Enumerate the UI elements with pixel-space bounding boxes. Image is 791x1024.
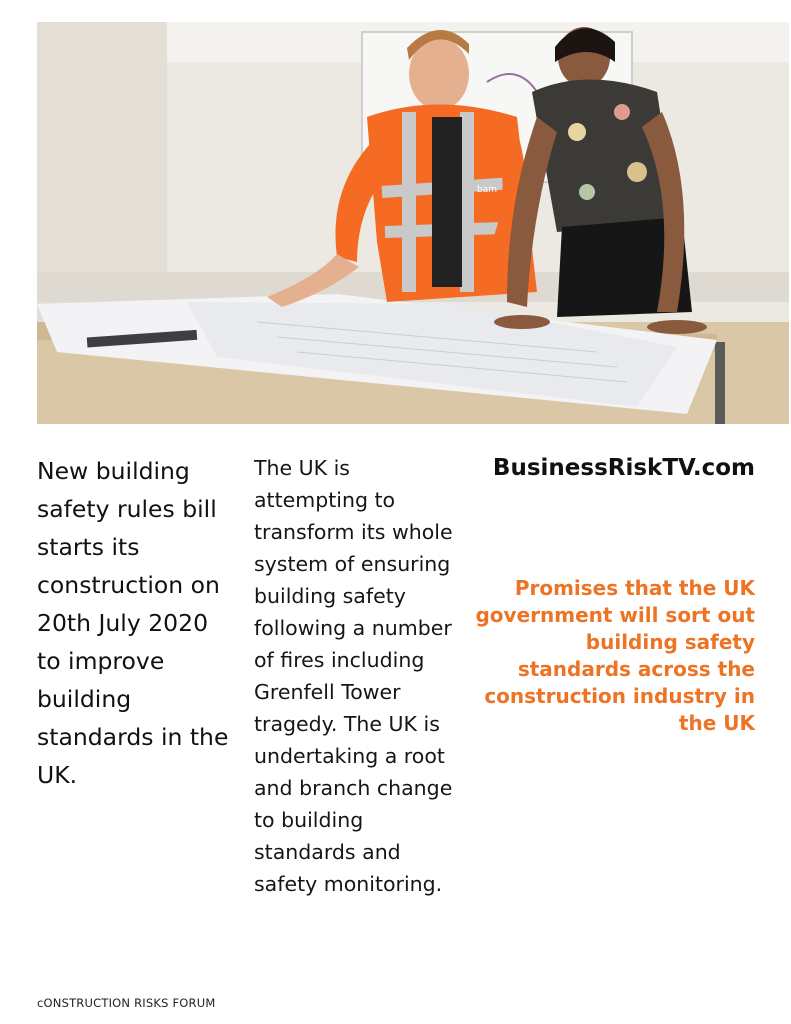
footer-label: cONSTRUCTION RISKS FORUM [37,996,216,1010]
headline: New building safety rules bill starts its construction on 20th July 2020 to improve building standards in the UK. [37,457,229,789]
vest-badge-text: bam [477,185,497,195]
hero-photo [37,22,789,424]
hero-photo-illustration [37,22,789,424]
site-name: BusinessRiskTV.com [492,455,755,481]
article-body: The UK is attempting to transform its whole system of ensuring building safety following a number of fires including Grenfell Tower tragedy. The UK is undertaking a root and branch change to building standards and safety monitoring. [254,456,453,896]
promo-text: Promises that the UK government will sort out building safety standards across the construction industry in the UK [475,576,755,735]
